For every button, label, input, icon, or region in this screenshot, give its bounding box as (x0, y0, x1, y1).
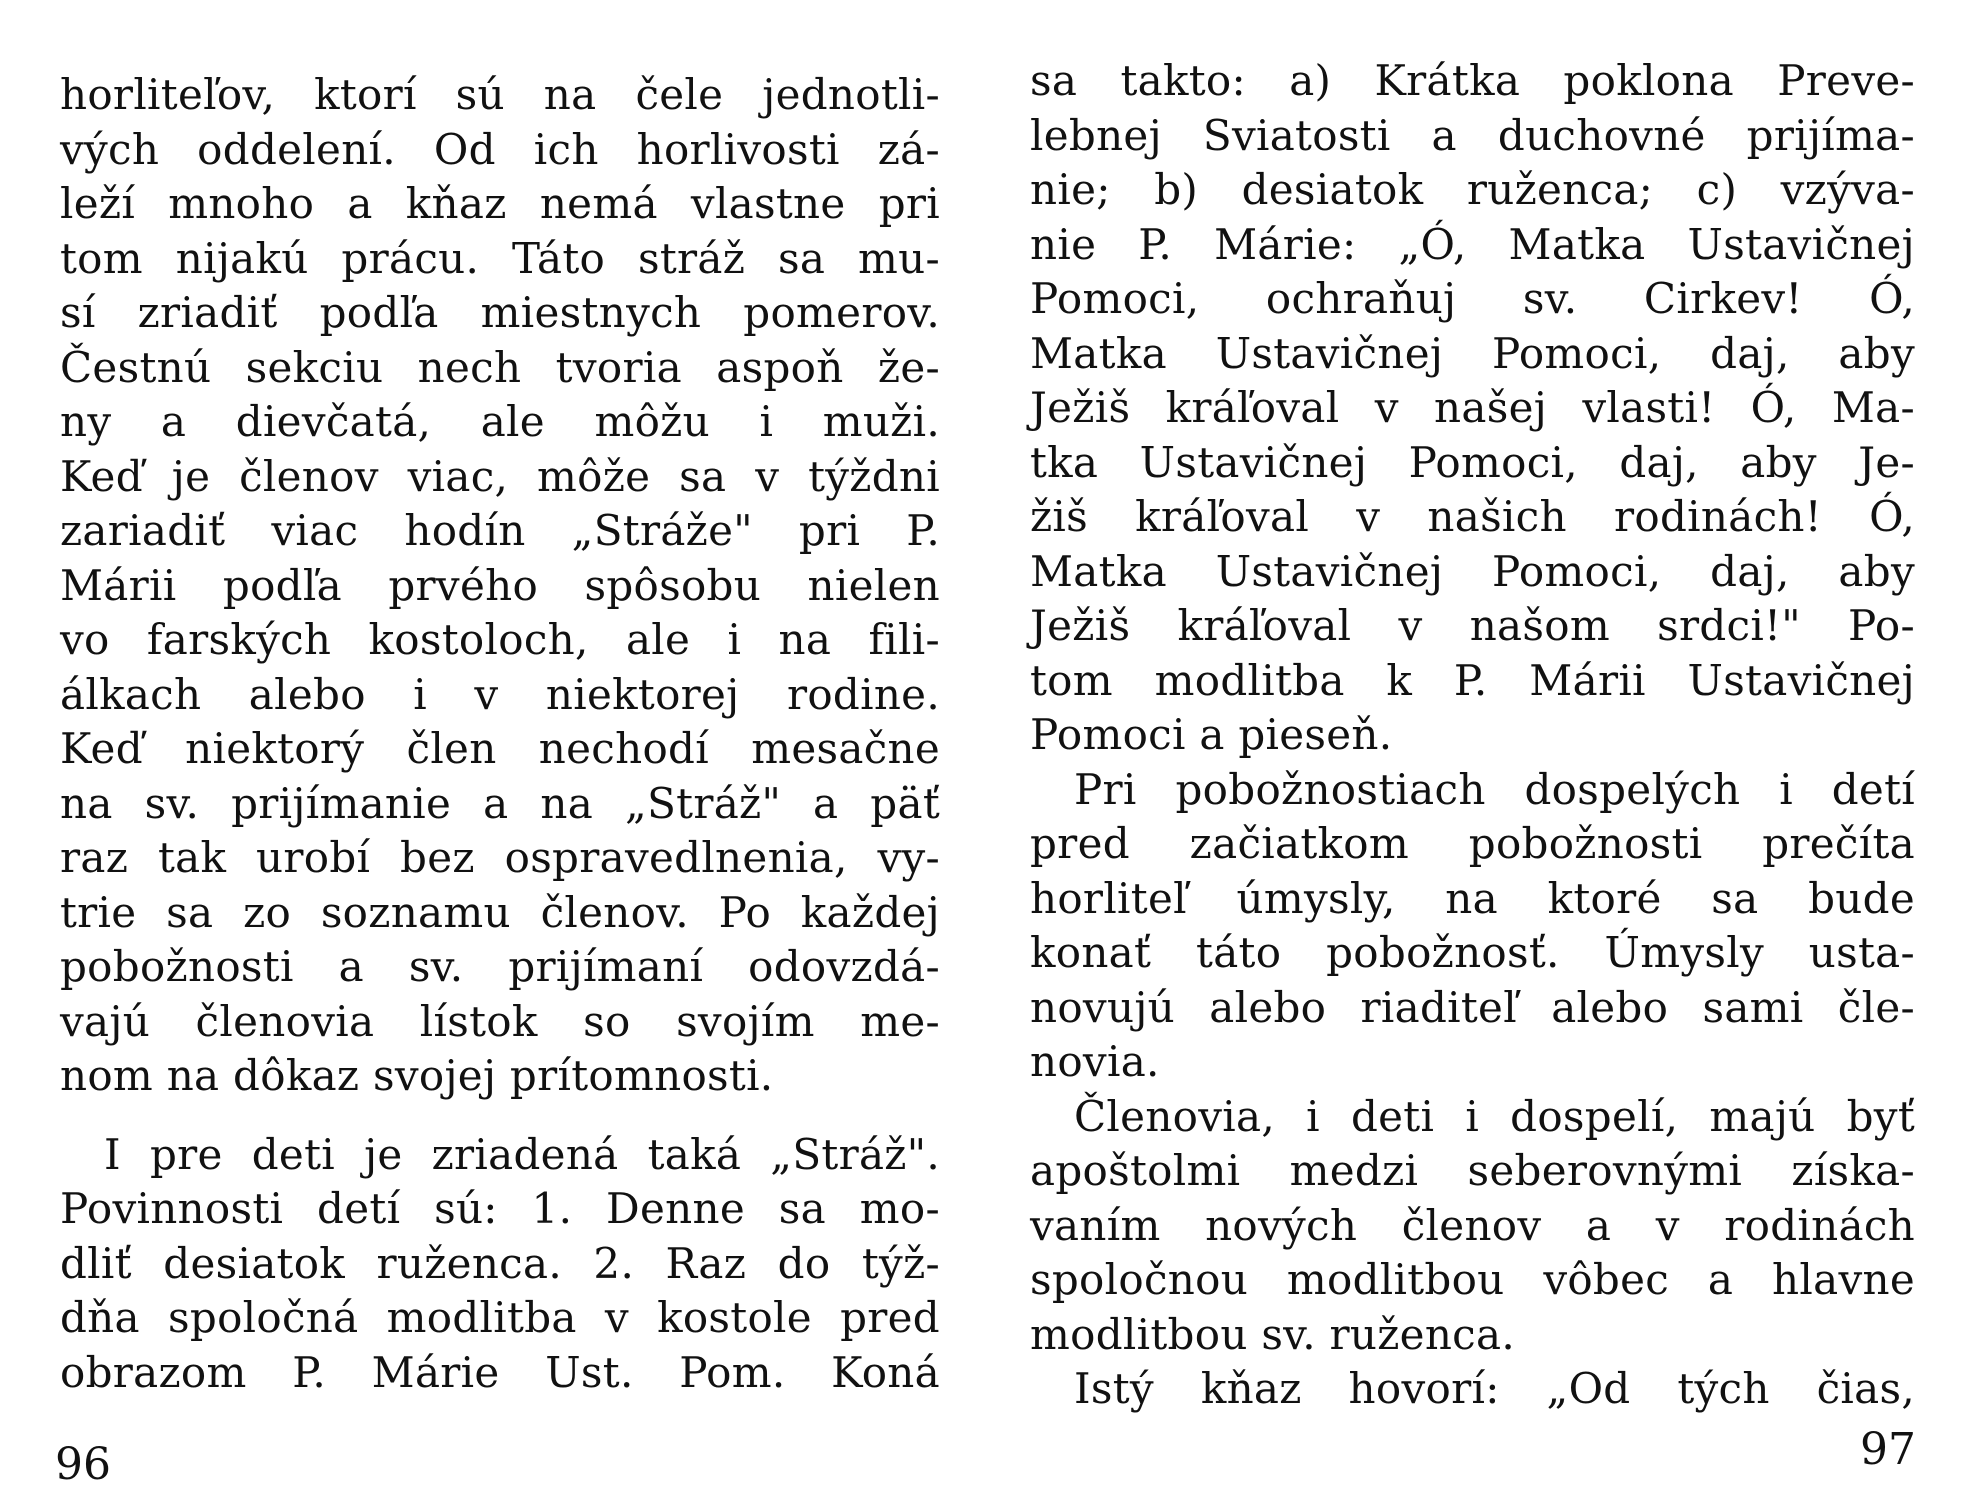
text-line: Pri pobožnostiach dospelých i detí (1074, 764, 1915, 814)
text-line: sí zriadiť podľa miestnych pomerov. (60, 288, 940, 337)
text-line: Matka Ustavičnej Pomoci, daj, aby (1030, 546, 1915, 596)
right-paragraph-4 (1030, 1362, 1915, 1417)
right-paragraph-1 (1030, 54, 1915, 763)
text-line: novujú alebo riaditeľ alebo sami čle- (1030, 982, 1915, 1032)
text-line: Istý kňaz hovorí: „Od tých čias, (1074, 1364, 1915, 1413)
text-line: ny a dievčatá, ale môžu i muži. (60, 397, 940, 446)
right-page-text (1030, 54, 1915, 1417)
text-line: Ježiš kráľoval v našom srdci!" Po- (1030, 601, 1915, 650)
text-line: Čestnú sekciu nech tvoria aspoň že- (60, 342, 940, 392)
text-line: Ježiš kráľoval v našej vlasti! Ó, Ma- (1030, 383, 1915, 432)
text-line: leží mnoho a kňaz nemá vlastne pri (60, 179, 940, 228)
text-line: modlitbou sv. ruženca. (1030, 1309, 1515, 1359)
text-line: Povinnosti detí sú: 1. Denne sa mo- (60, 1184, 940, 1233)
text-line: nie P. Márie: „Ó, Matka Ustavičnej (1030, 219, 1915, 269)
text-line: lebnej Sviatosti a duchovné prijíma- (1030, 110, 1915, 160)
text-line: Keď niektorý člen nechodí mesačne (60, 724, 940, 773)
text-line: dňa spoločná modlitba v kostole pred (60, 1293, 940, 1342)
text-line: vých oddelení. Od ich horlivosti zá- (60, 124, 940, 174)
text-line: konať táto pobožnosť. Úmysly usta- (1030, 928, 1915, 977)
text-line: trie sa zo soznamu členov. Po každej (60, 887, 940, 937)
page-number-left: 96 (55, 1439, 111, 1490)
text-line: žiš kráľoval v našich rodinách! Ó, (1030, 492, 1915, 541)
page-number-right: 97 (1860, 1424, 1916, 1475)
text-line: novia. (1030, 1037, 1160, 1086)
text-line: apoštolmi medzi seberovnými získa- (1030, 1146, 1915, 1195)
text-line: spoločnou modlitbou vôbec a hlavne (1030, 1255, 1915, 1304)
text-line: vo farských kostoloch, ale i na fili- (60, 615, 940, 664)
text-line: Keď je členov viac, môže sa v týždni (60, 451, 940, 501)
text-line: zariadiť viac hodín „Stráže" pri P. (60, 506, 940, 555)
left-page-text (60, 68, 940, 1400)
right-paragraph-3 (1030, 1090, 1915, 1363)
text-line: vajú členovia lístok so svojím me- (60, 996, 940, 1046)
text-line: pobožnosti a sv. prijímaní odovzdá- (60, 942, 940, 991)
text-line: nie; b) desiatok ruženca; c) vzýva- (1030, 165, 1915, 214)
text-line: horliteľov, ktorí sú na čele jednotli- (60, 70, 940, 119)
text-line: vaním nových členov a v rodinách (1030, 1200, 1915, 1250)
right-page (990, 0, 1980, 1500)
text-line: sa takto: a) Krátka poklona Preve- (1030, 56, 1915, 105)
text-line: pred začiatkom pobožnosti prečíta (1030, 819, 1915, 868)
text-line: Márii podľa prvého spôsobu nielen (60, 560, 940, 610)
left-paragraph-1 (60, 68, 940, 1104)
text-line: Členovia, i deti i dospelí, majú byť (1074, 1091, 1915, 1141)
text-line: tom nijakú prácu. Táto stráž sa mu- (60, 233, 940, 283)
text-line: nom na dôkaz svojej prítomnosti. (60, 1051, 774, 1100)
text-line: na sv. prijímanie a na „Stráž" a päť (60, 778, 940, 828)
text-line: Pomoci, ochraňuj sv. Cirkev! Ó, (1030, 274, 1915, 323)
text-line: dliť desiatok ruženca. 2. Raz do týž- (60, 1238, 940, 1288)
text-line: I pre deti je zriadená taká „Stráž". (104, 1129, 940, 1179)
text-line: álkach alebo i v niektorej rodine. (60, 669, 940, 719)
text-line: tka Ustavičnej Pomoci, daj, aby Je- (1030, 437, 1915, 487)
text-line: horliteľ úmysly, na ktoré sa bude (1030, 873, 1915, 923)
text-line: Pomoci a pieseň. (1030, 710, 1393, 759)
right-paragraph-2 (1030, 763, 1915, 1090)
left-paragraph-2 (60, 1128, 940, 1401)
text-line: Matka Ustavičnej Pomoci, daj, aby (1030, 328, 1915, 378)
text-line: obrazom P. Márie Ust. Pom. Koná (60, 1347, 940, 1397)
text-line: raz tak urobí bez ospravedlnenia, vy- (60, 833, 940, 882)
text-line: tom modlitba k P. Márii Ustavičnej (1030, 655, 1915, 705)
